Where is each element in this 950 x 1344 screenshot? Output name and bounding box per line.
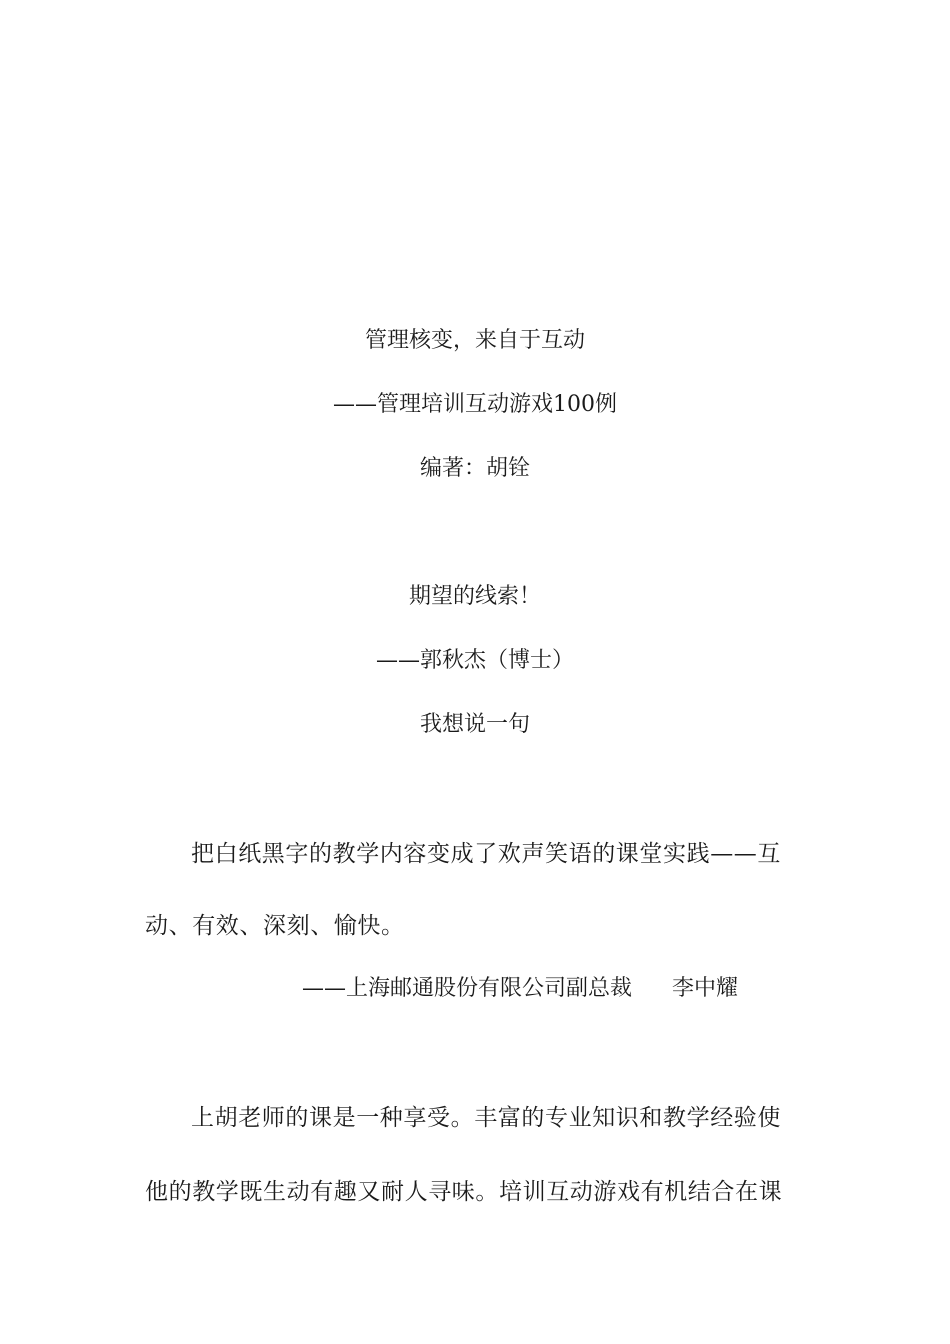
book-author: 编著：胡铨 [419, 456, 530, 481]
attribution-name: 李中耀 [672, 976, 739, 1001]
testimonial-1-line-1: 把白纸黑字的教学内容变成了欢声笑语的课堂实践——互 [191, 841, 781, 867]
attribution-title: ——上海邮通股份有限公司副总裁 [302, 976, 633, 1001]
section-heading: 我想说一句 [419, 712, 530, 737]
book-title: 管理核变，来自于互动 [364, 328, 585, 353]
book-subtitle: ——管理培训互动游戏100例 [333, 392, 617, 417]
preface-byline: ——郭秋杰（博士） [375, 648, 574, 673]
testimonial-2-line-2: 他的教学既生动有趣又耐人寻味。培训互动游戏有机结合在课 [145, 1179, 783, 1205]
testimonial-1-attribution [302, 974, 738, 1004]
testimonial-2-line-1: 上胡老师的课是一种享受。丰富的专业知识和教学经验使 [191, 1105, 781, 1131]
preface-heading: 期望的线索！ [408, 584, 541, 609]
testimonial-1-line-2: 动、有效、深刻、愉快。 [145, 913, 405, 939]
